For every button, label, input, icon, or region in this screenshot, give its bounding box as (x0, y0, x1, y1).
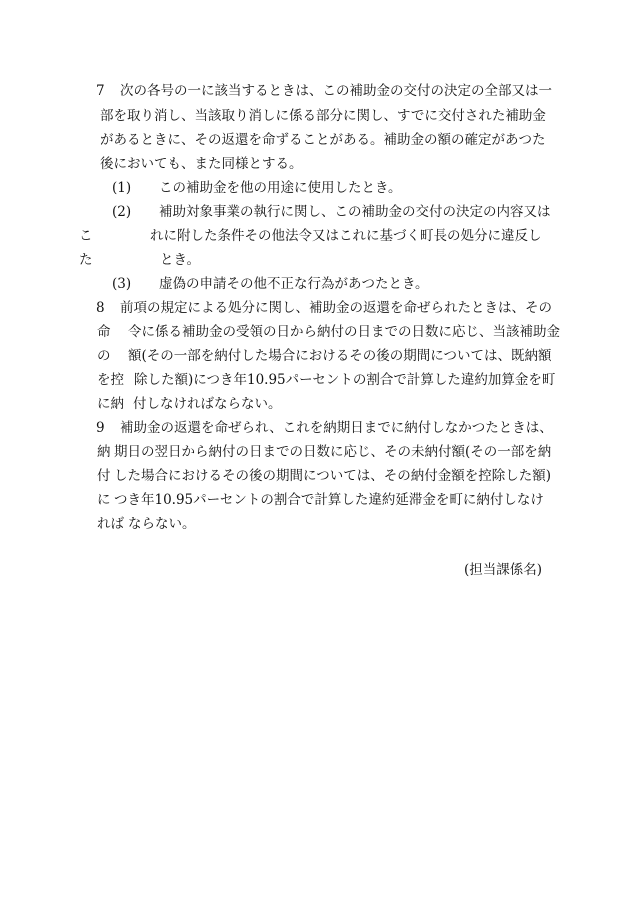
subitem-1-text: この補助金を他の用途に使用したとき。 (159, 180, 402, 196)
item-8-fragment-4: に納 (97, 396, 124, 412)
item-8-line-1: 前項の規定による処分に関し、補助金の返還を命ぜられたときは、その (120, 300, 552, 316)
subitem-2-text: 補助対象事業の執行に関し、この補助金の交付の決定の内容又は (159, 204, 551, 220)
item-8-line-5: 付しなければならない。 (133, 396, 282, 412)
item-9-fragment-2: 付 (97, 468, 111, 484)
item-9-line-1: 補助金の返還を命ぜられ、これを納期日までに納付しなかつたときは、 (120, 420, 553, 436)
department-name-placeholder: (担当課係名) (463, 562, 542, 578)
item-9-fragment-3: に (97, 492, 111, 508)
subitem-2-number: (2) (112, 204, 132, 220)
item-8-fragment-2: の (97, 348, 111, 364)
item-8-number: 8 (96, 300, 105, 316)
subitem-2-cont1-prefix: こ (79, 228, 93, 244)
item-9-line-5: ならない。 (128, 516, 196, 532)
subitem-3-number: (3) (112, 276, 132, 292)
item-8-fragment-3: を控 (97, 372, 124, 388)
item-8-line-2: 令に係る補助金の受領の日から納付の日までの日数に応じ、当該補助金 (128, 324, 560, 340)
item-9-fragment-4: れば (97, 516, 124, 532)
item-9-line-4: つき年10.95パーセントの割合で計算した違約延滞金を町に納付しなけ (114, 492, 544, 508)
item-8-line-4: 除した額)につき年10.95パーセントの割合で計算した違約加算金を町 (134, 372, 556, 388)
item-7-line-2: 部を取り消し、当該取り消しに係る部分に関し、すでに交付された補助金 (100, 108, 546, 124)
item-7-number: 7 (96, 83, 105, 99)
item-7-line-3: があるときに、その返還を命ずることがある。補助金の額の確定があつた (100, 132, 546, 148)
item-8-fragment-1: 命 (97, 324, 111, 340)
item-9-number: 9 (96, 420, 105, 436)
item-7-line-4: 後においても、また同様とする。 (100, 156, 303, 172)
subitem-1-number: (1) (112, 180, 132, 196)
subitem-2-cont2-prefix: た (79, 252, 93, 268)
subitem-2-cont2: とき。 (160, 252, 200, 268)
item-7-line-1: 次の各号の一に該当するときは、この補助金の交付の決定の全部又は一 (120, 83, 552, 99)
item-9-line-2: 期日の翌日から納付の日までの日数に応じ、その未納付額(その一部を納 (114, 444, 552, 460)
subitem-3-text: 虚偽の申請その他不正な行為があつたとき。 (159, 276, 429, 292)
item-9-line-3: した場合におけるその後の期間については、その納付金額を控除した額) (114, 468, 551, 484)
subitem-2-cont1: れに附した条件その他法令又はこれに基づく町長の処分に違反し (150, 228, 542, 244)
item-9-fragment-1: 納 (97, 444, 111, 460)
item-8-line-3: 額(その一部を納付した場合におけるその後の期間については、既納額 (128, 348, 552, 364)
